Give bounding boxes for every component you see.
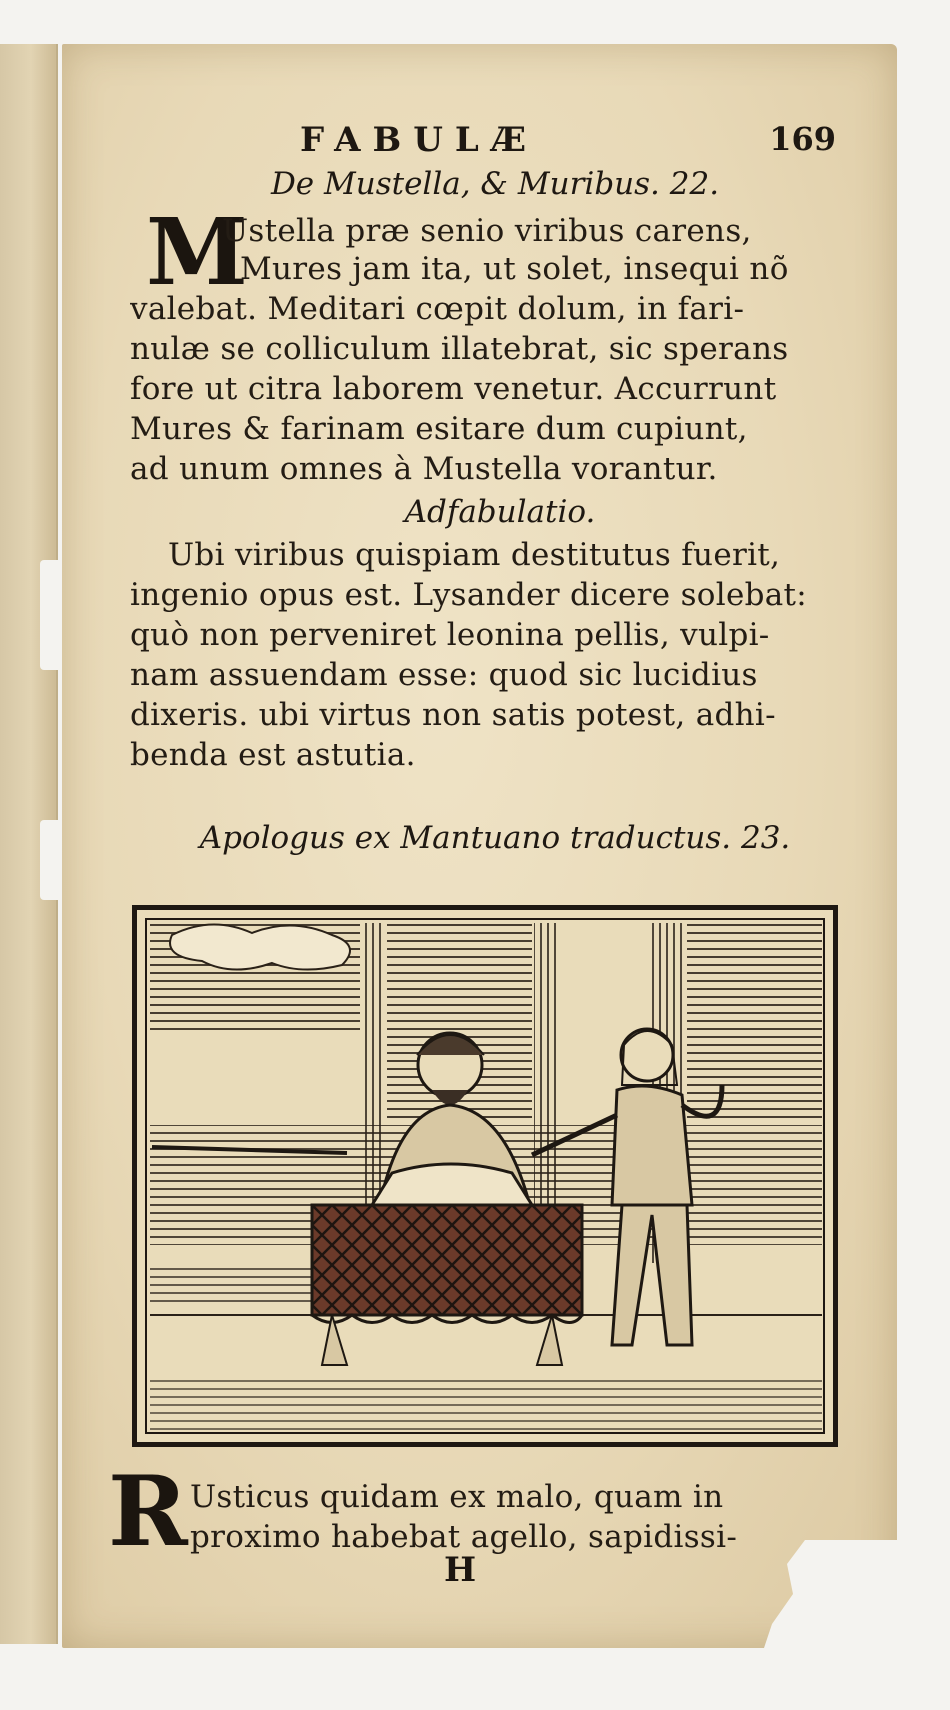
moral-line: Ubi viribus quispiam destitutus fuerit, xyxy=(168,537,781,573)
page-number: 169 xyxy=(769,120,836,158)
dropcap-m: M xyxy=(146,198,248,306)
fable-22-line: Mures jam ita, ut solet, insequi nõ xyxy=(240,251,789,287)
fable-23-title: Apologus ex Mantuano traductus. 23. xyxy=(199,820,791,856)
fable-22-line: ad unum omnes à Mustella vorantur. xyxy=(130,451,718,487)
fable-22-line: Ustella præ senio viribus carens, xyxy=(222,213,752,249)
fable-22-title: De Mustella, & Muribus. 22. xyxy=(270,166,720,202)
signature-mark: H xyxy=(443,1550,477,1590)
fable-22-line: valebat. Meditari cœpit dolum, in fari- xyxy=(130,291,745,327)
moral-heading: Adfabulatio. xyxy=(404,494,596,530)
moral-line: quò non perveniret leonina pellis, vulpi- xyxy=(130,617,770,653)
fable-23-line: Usticus quidam ex malo, quam in xyxy=(190,1479,724,1515)
moral-line: dixeris. ubi virtus non satis potest, adhi- xyxy=(130,697,776,733)
fable-23-line: proximo habebat agello, sapidissi- xyxy=(190,1519,738,1555)
woodcut-illustration xyxy=(132,905,838,1447)
moral-line: benda est astutia. xyxy=(130,737,416,773)
fable-22-line: nulæ se colliculum illatebrat, sic sperans xyxy=(130,331,789,367)
fable-22-line: Mures & farinam esitare dum cupiunt, xyxy=(130,411,748,447)
header-title: FABULÆ xyxy=(300,120,538,160)
running-header xyxy=(130,120,860,164)
fable-22-line: fore ut citra laborem venetur. Accurrunt xyxy=(130,371,777,407)
moral-line: nam assuendam esse: quod sic lucidius xyxy=(130,657,758,693)
dropcap-r: R xyxy=(108,1455,188,1568)
moral-line: ingenio opus est. Lysander dicere solebat: xyxy=(130,577,808,613)
